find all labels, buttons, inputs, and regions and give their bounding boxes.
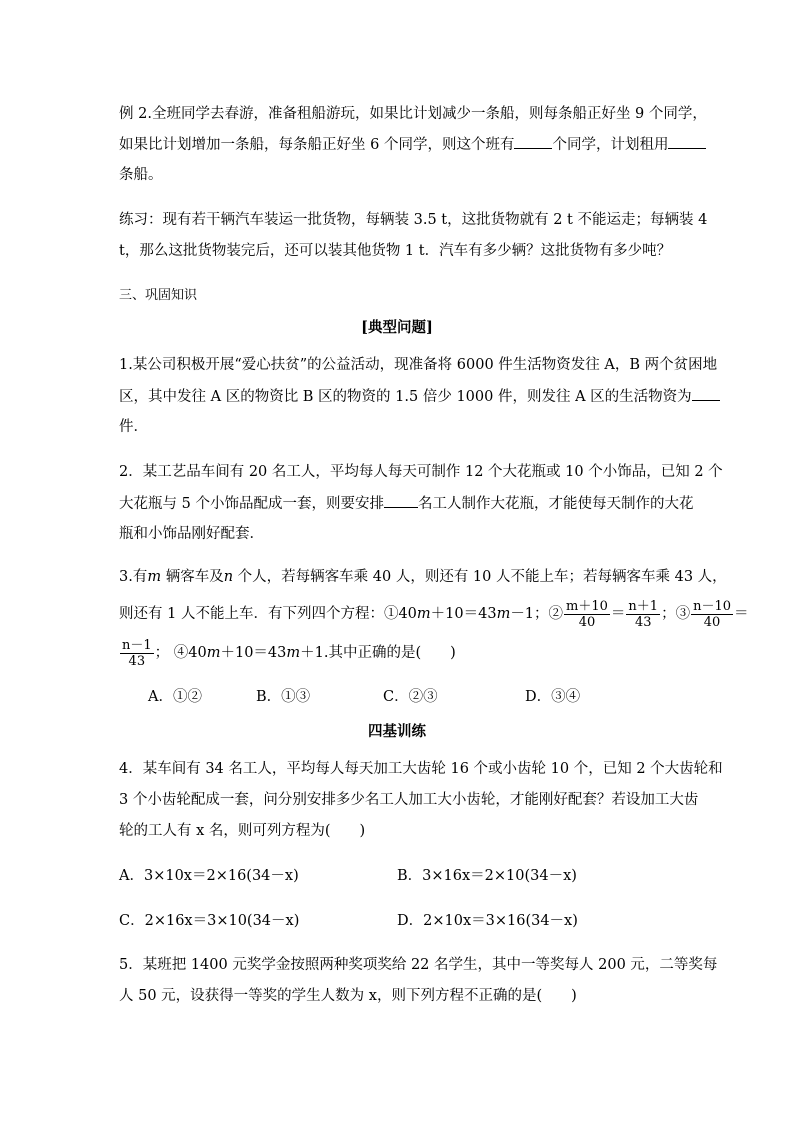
q4-line3: 轮的工人有 x 名，则可列方程为( ) xyxy=(119,823,366,839)
equals-sign: ＝ xyxy=(610,606,626,622)
answer-blank-q2[interactable] xyxy=(384,493,418,508)
typical-problems-heading: [典型问题] xyxy=(361,319,433,336)
fraction-denominator: 40 xyxy=(703,614,721,630)
q4-line1: 4．某车间有 34 名工人，平均每人每天加工大齿轮 16 个或小齿轮 10 个，已知 2 个大齿轮和 xyxy=(119,761,723,777)
q3-option-b[interactable]: B．①③ xyxy=(256,689,311,705)
q3-text: ＋10＝43 xyxy=(430,606,497,622)
q2-line1: 2．某工艺品车间有 20 名工人，平均每人每天可制作 12 个大花瓶或 10 个小饰品，已知 2 个 xyxy=(119,464,723,480)
fraction-denominator: 43 xyxy=(634,614,652,630)
q3-text: 则还有 1 人不能上车．有下列四个方程：①40 xyxy=(119,606,417,622)
q4-option-a[interactable]: A．3×10x＝2×16(34－x) xyxy=(119,868,299,884)
q2-text-b: 名工人制作大花瓶，才能使每天制作的大花 xyxy=(417,496,694,512)
fraction-denominator: 40 xyxy=(578,614,596,630)
example2-text-b: 个同学，计划租用 xyxy=(552,137,669,153)
var-n: n xyxy=(223,569,234,585)
var-m: m xyxy=(286,645,301,661)
q2-line3: 瓶和小饰品刚好配套． xyxy=(119,526,264,542)
q3-text: ＋1.其中正确的是( ) xyxy=(300,645,456,661)
q3-text: 3.有 xyxy=(119,569,148,585)
q1-line3: 件． xyxy=(119,419,148,435)
q1-line2 xyxy=(119,386,720,407)
q3-text: 辆客车及 xyxy=(161,569,224,585)
practice-line2: t，那么这批货物装完后，还可以装其他货物 1 t．汽车有多少辆？这批货物有多少吨？ xyxy=(119,243,672,259)
example2-line3: 条船。 xyxy=(119,167,163,183)
var-m: m xyxy=(206,645,221,661)
fraction-numerator: n＋1 xyxy=(628,598,659,614)
basic-training-heading: 四基训练 xyxy=(368,723,426,740)
q4-option-b[interactable]: B．3×16x＝2×10(34－x) xyxy=(397,868,577,884)
fraction-1 xyxy=(564,599,610,630)
answer-blank-students[interactable] xyxy=(514,134,552,149)
section-heading: 三、巩固知识 xyxy=(119,288,198,303)
q5-line1: 5．某班把 1400 元奖学金按照两种奖项奖给 22 名学生，其中一等奖每人 200 元，二等奖每 xyxy=(119,957,718,973)
q2-line2 xyxy=(119,493,693,514)
fraction-denominator: 43 xyxy=(128,653,146,669)
q4-option-c[interactable]: C．2×16x＝3×10(34－x) xyxy=(119,913,300,929)
q3-line3 xyxy=(119,636,456,670)
q1-text: 区，其中发往 A 区的物资比 B 区的物资的 1.5 倍少 1000 件，则发往 A 区的生活物资为 xyxy=(119,389,692,405)
q3-line1 xyxy=(119,567,727,587)
fraction-3 xyxy=(691,599,733,630)
answer-blank-boats[interactable] xyxy=(668,134,706,149)
practice-line1: 练习：现有若干辆汽车装运一批货物，每辆装 3.5 t，这批货物就有 2 t 不能运走；每辆装 4 xyxy=(119,212,708,228)
q3-text: －1；② xyxy=(510,606,564,622)
q3-text: ；③ xyxy=(661,606,691,622)
var-m: m xyxy=(416,606,431,622)
fraction-numerator: m＋10 xyxy=(566,598,608,614)
fraction-numerator: n－10 xyxy=(693,598,731,614)
q3-text: ； ④40 xyxy=(154,645,207,661)
answer-blank-q1[interactable] xyxy=(692,386,720,401)
q3-option-c[interactable]: C．②③ xyxy=(383,689,438,705)
equals-sign: ＝ xyxy=(734,606,749,622)
example2-text-a: 如果比计划增加一条船，每条船正好坐 6 个同学，则这个班有 xyxy=(119,137,515,153)
example2-line2 xyxy=(119,134,706,155)
q5-line2: 人 50 元，设获得一等奖的学生人数为 x，则下列方程不正确的是( ) xyxy=(119,988,577,1004)
fraction-2 xyxy=(626,599,660,630)
q1-line1: 1.某公司积极开展“爱心扶贫”的公益活动，现准备将 6000 件生活物资发往 A，B 两个贫困地 xyxy=(119,357,718,373)
var-m: m xyxy=(496,606,511,622)
q4-line2: 3 个小齿轮配成一套，问分别安排多少名工人加工大小齿轮，才能刚好配套？若设加工大齿 xyxy=(119,792,699,808)
q3-text: ＋10＝43 xyxy=(220,645,287,661)
q3-line2 xyxy=(119,597,749,631)
q3-option-a[interactable]: A．①② xyxy=(148,689,202,705)
fraction-4 xyxy=(120,638,154,669)
example2-line1: 例 2.全班同学去春游，准备租船游玩，如果比计划减少一条船，则每条船正好坐 9 个同学， xyxy=(119,106,707,122)
q3-option-d[interactable]: D．③④ xyxy=(525,689,581,705)
q2-text-a: 大花瓶与 5 个小饰品配成一套，则要安排 xyxy=(119,496,384,512)
fraction-numerator: n－1 xyxy=(122,637,152,653)
var-m: m xyxy=(147,569,162,585)
q4-option-d[interactable]: D．2×10x＝3×16(34－x) xyxy=(397,913,578,929)
q3-text: 个人，若每辆客车乘 40 人，则还有 10 人不能上车；若每辆客车乘 43 人， xyxy=(233,569,727,585)
